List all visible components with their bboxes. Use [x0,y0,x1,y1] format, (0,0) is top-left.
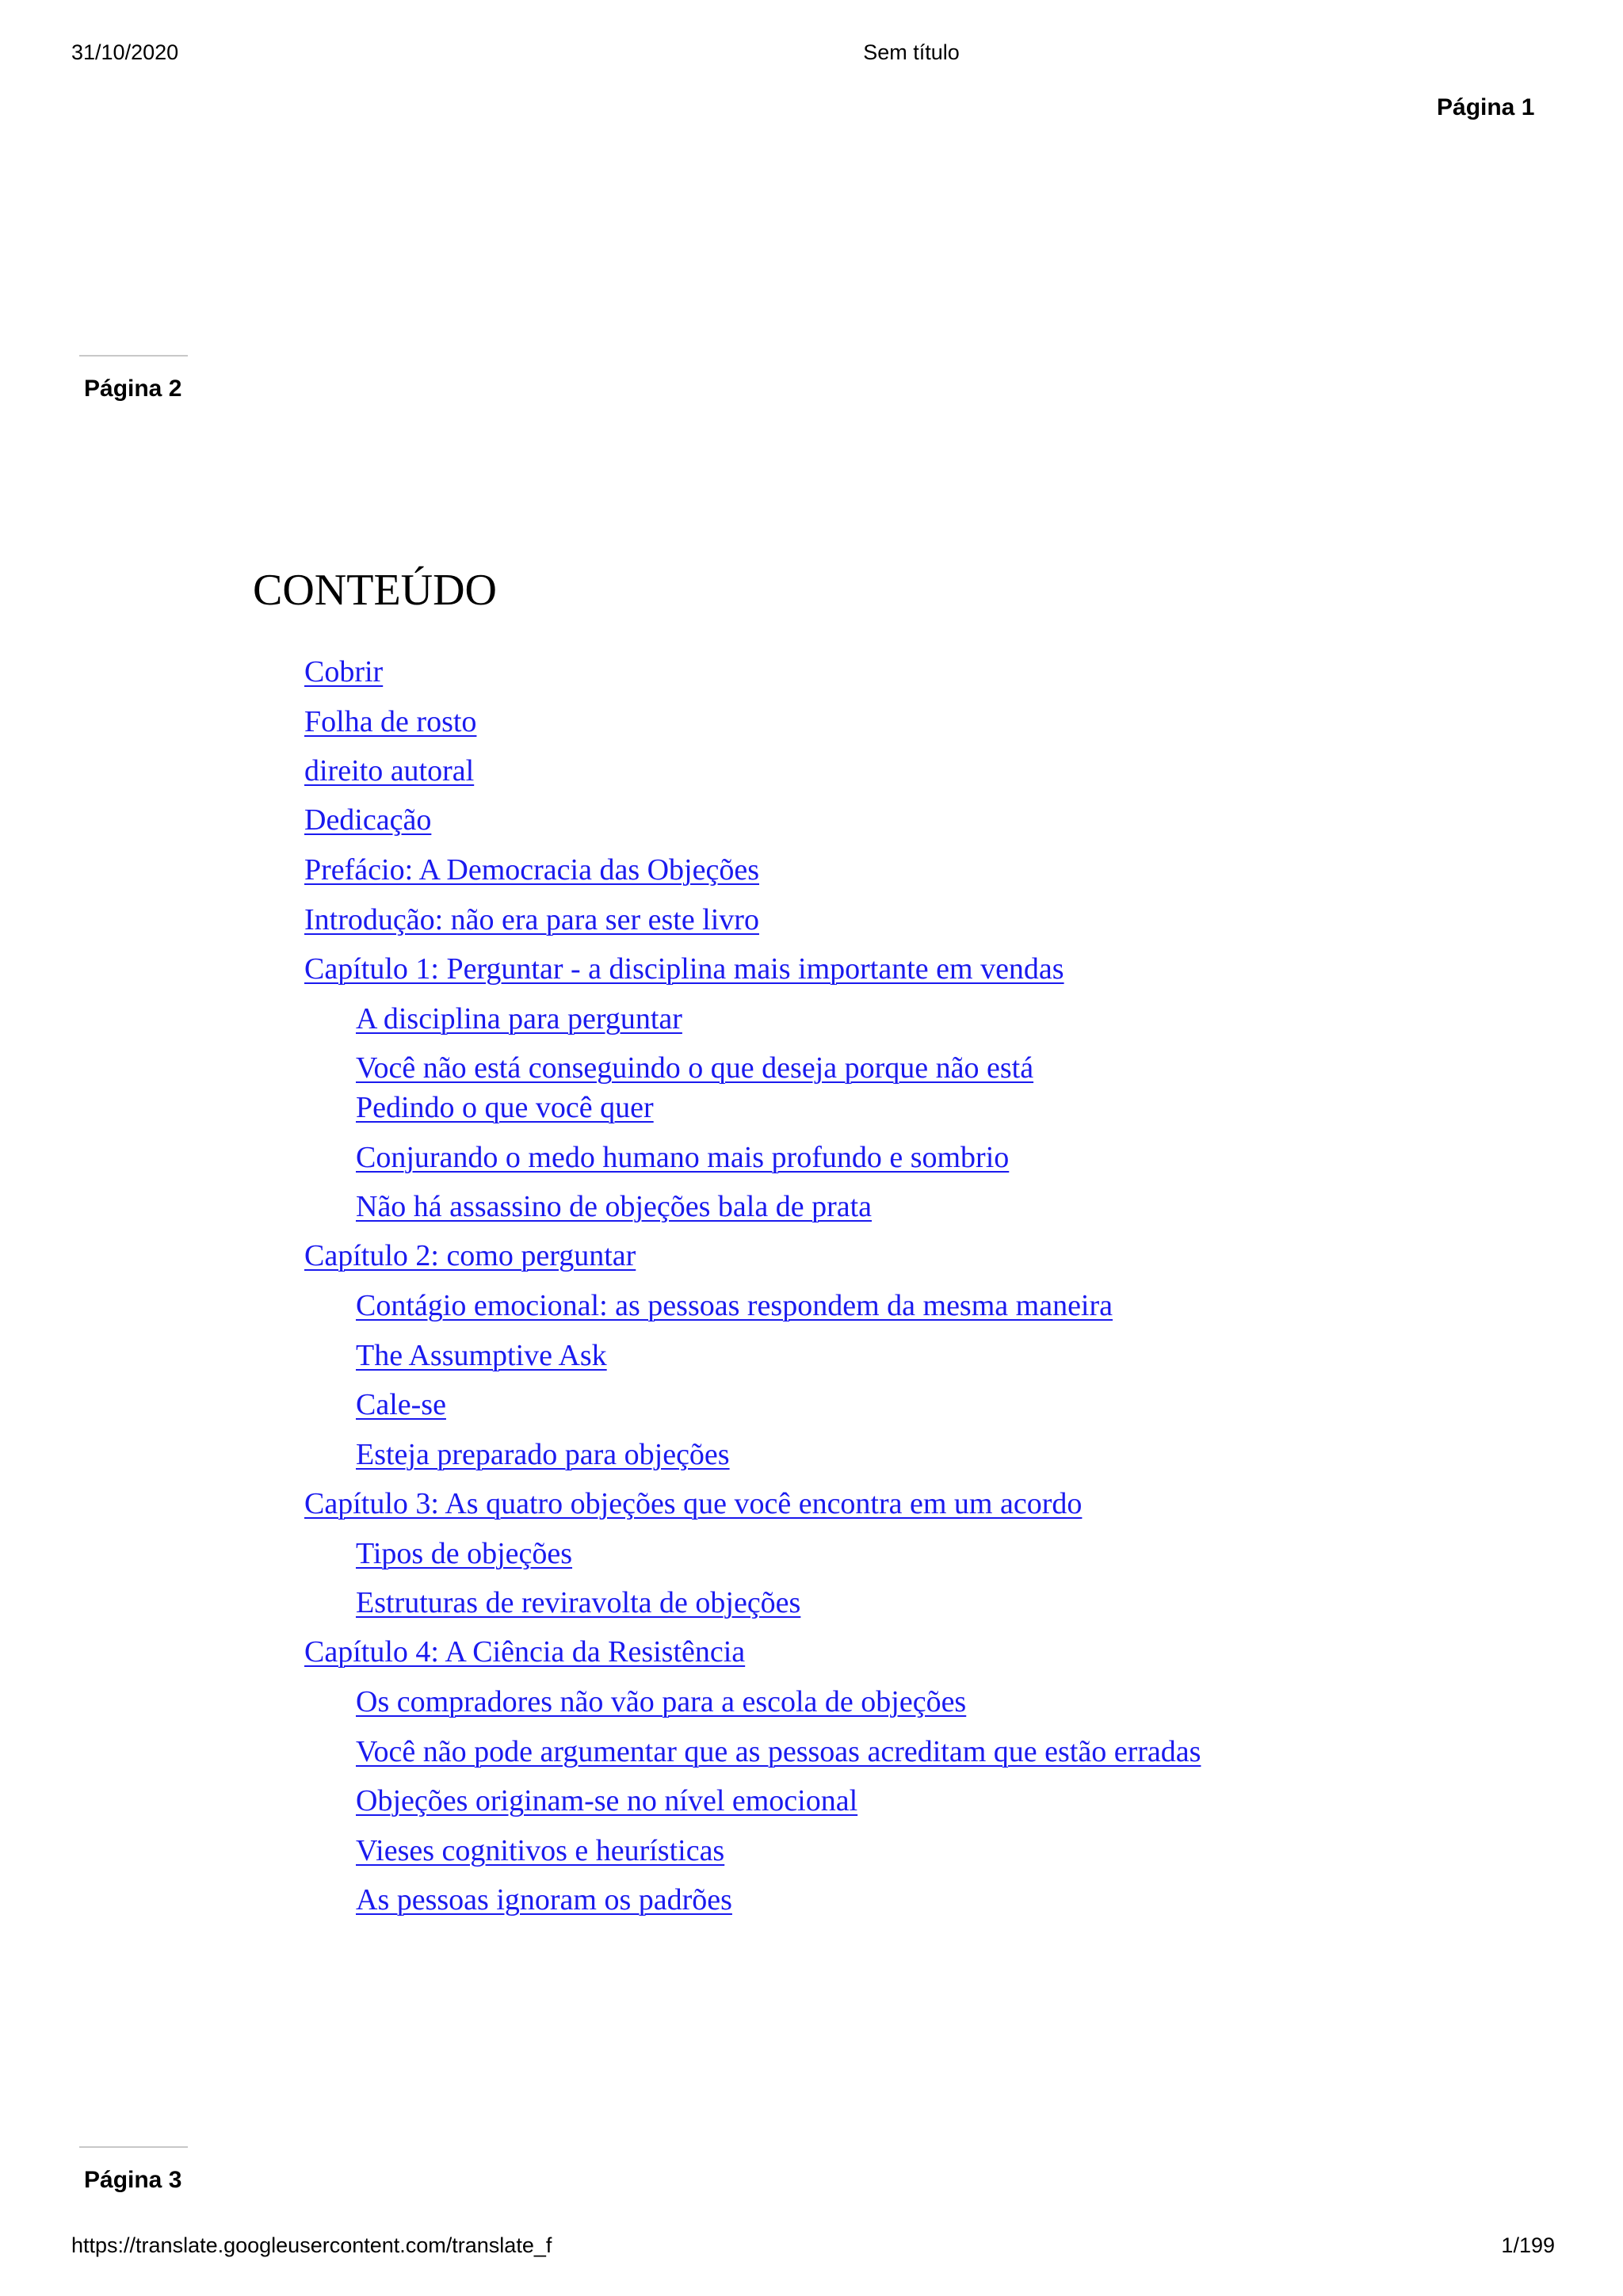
toc-link[interactable]: Objeções originam-se no nível emocional [356,1784,858,1817]
page-marker-2: Página 2 [84,376,182,402]
toc-heading: CONTEÚDO [253,566,497,615]
toc-link[interactable]: direito autoral [304,754,475,788]
toc-link[interactable]: Não há assassino de objeções bala de prata [356,1190,873,1223]
page-marker-3: Página 3 [84,2167,182,2193]
toc-link[interactable]: Os compradores não vão para a escola de objeções [356,1685,967,1718]
print-footer-page-count: 1/199 [1501,2233,1555,2257]
toc-link[interactable]: Capítulo 2: como perguntar [304,1239,636,1272]
page-marker-1: Página 1 [1437,94,1535,120]
toc-link[interactable]: Capítulo 4: A Ciência da Resistência [304,1635,746,1669]
toc-link[interactable]: As pessoas ignoram os padrões [356,1883,732,1917]
toc-link[interactable]: Capítulo 3: As quatro objeções que você encontra em um acordo [304,1487,1083,1520]
toc-link[interactable]: Contágio emocional: as pessoas respondem da mesma maneira [356,1289,1113,1322]
toc-link[interactable]: Você não está conseguindo o que deseja porque não está [356,1051,1034,1085]
toc-link[interactable]: Folha de rosto [304,705,477,738]
toc-link[interactable]: Introdução: não era para ser este livro [304,903,759,936]
print-header-date: 31/10/2020 [71,40,179,64]
toc-link[interactable]: Tipos de objeções [356,1537,573,1570]
toc-link[interactable]: Capítulo 1: Perguntar - a disciplina mais importante em vendas [304,952,1064,986]
toc-link[interactable]: Estruturas de reviravolta de objeções [356,1586,801,1619]
print-footer-url: https://translate.googleusercontent.com/translate_f [71,2233,552,2257]
toc-link[interactable]: Cobrir [304,655,384,688]
toc-link[interactable]: The Assumptive Ask [356,1339,607,1372]
toc-link[interactable]: Pedindo o que você quer [356,1091,654,1124]
toc-link[interactable]: Dedicação [304,803,432,837]
toc-link[interactable]: Esteja preparado para objeções [356,1438,730,1471]
toc-link[interactable]: Vieses cognitivos e heurísticas [356,1834,725,1867]
page-divider [79,355,188,357]
toc-link[interactable]: Você não pode argumentar que as pessoas acreditam que estão erradas [356,1735,1201,1768]
toc-link[interactable]: Conjurando o medo humano mais profundo e sombrio [356,1141,1010,1174]
toc-link[interactable]: Cale-se [356,1388,446,1421]
page-divider [79,2146,188,2148]
print-header-title: Sem título [863,40,960,64]
toc-link[interactable]: A disciplina para perguntar [356,1002,682,1035]
toc-link[interactable]: Prefácio: A Democracia das Objeções [304,853,759,887]
